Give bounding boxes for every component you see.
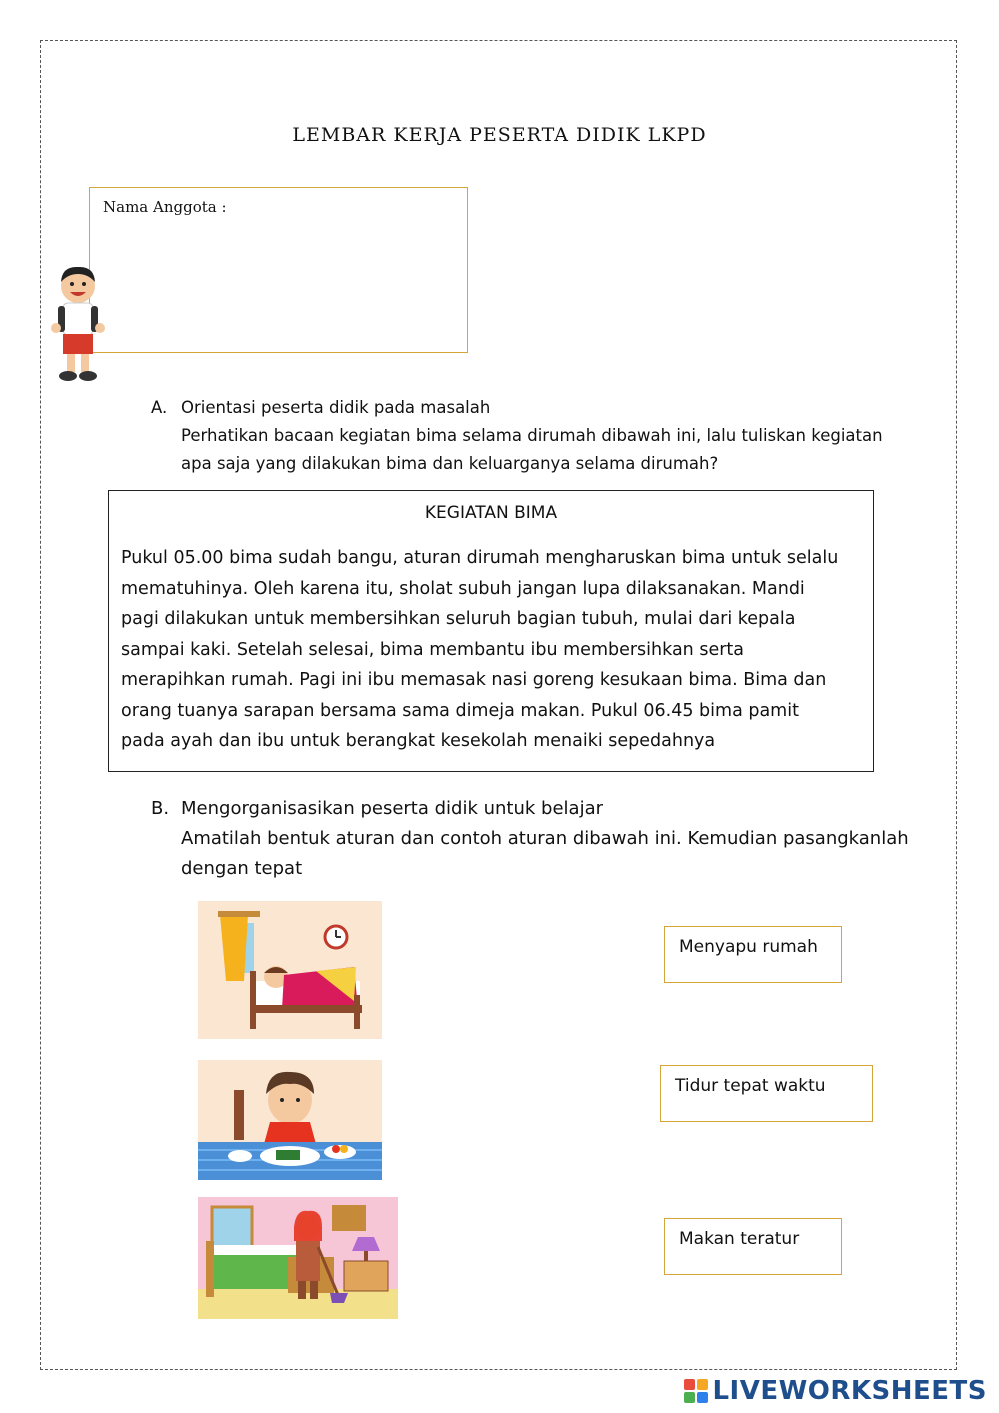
liveworksheets-grid-icon [684,1379,708,1403]
reading-title: KEGIATAN BIMA [424,503,558,523]
section-b-instruction-2: dengan tepat [181,858,303,879]
logo-square [697,1379,708,1390]
reading-line: Pukul 05.00 bima sudah bangu, aturan dirumah mengharuskan bima untuk selalu [121,548,839,568]
member-label: Nama Anggota : [103,198,227,216]
reading-text [121,543,866,757]
logo-square [697,1392,708,1403]
section-a-heading: Orientasi peserta didik pada masalah [181,398,491,417]
section-a-instruction-2: apa saja yang dilakukan bima dan keluarganya selama dirumah? [181,454,719,473]
page-title: LEMBAR KERJA PESERTA DIDIK LKPD [292,124,707,146]
reading-line: pada ayah dan ibu untuk berangkat kesekolah menaiki sepedahnya [121,731,716,751]
reading-line: sampai kaki. Setelah selesai, bima membantu ibu membersihkan serta [121,639,745,660]
section-a-letter: A. [151,398,168,417]
answer-box-makan-teratur[interactable]: Makan teratur [664,1218,842,1275]
reading-line: mematuhinya. Oleh karena itu, sholat subuh jangan lupa dilaksanakan. Mandi [121,578,805,599]
section-b-heading: Mengorganisasikan peserta didik untuk belajar [181,798,604,819]
reading-line: merapihkan rumah. Pagi ini ibu memasak nasi goreng kesukaan bima. Bima dan [121,670,827,690]
picture-eating[interactable] [198,1060,382,1180]
section-b-instruction-1: Amatilah bentuk aturan dan contoh aturan dibawah ini. Kemudian pasangkanlah [181,828,909,849]
member-names-box[interactable] [89,187,468,353]
logo-square [684,1392,695,1403]
answer-box-menyapu-rumah[interactable]: Menyapu rumah [664,926,842,983]
logo-square [684,1379,695,1390]
picture-sleeping[interactable] [198,901,382,1039]
section-a-instruction-1: Perhatikan bacaan kegiatan bima selama dirumah dibawah ini, lalu tuliskan kegiatan [181,426,883,445]
liveworksheets-text: LIVEWORKSHEETS [712,1376,987,1406]
reading-line: pagi dilakukan untuk membersihkan seluruh bagian tubuh, mulai dari kepala [121,609,796,629]
student-boy-illustration [48,262,108,384]
answer-box-tidur-tepat-waktu[interactable]: Tidur tepat waktu [660,1065,873,1122]
picture-sweeping[interactable] [198,1197,398,1319]
reading-line: orang tuanya sarapan bersama sama dimeja makan. Pukul 06.45 bima pamit [121,700,799,721]
reading-box [108,490,874,772]
liveworksheets-logo [684,1376,987,1406]
section-b-letter: B. [151,798,170,819]
